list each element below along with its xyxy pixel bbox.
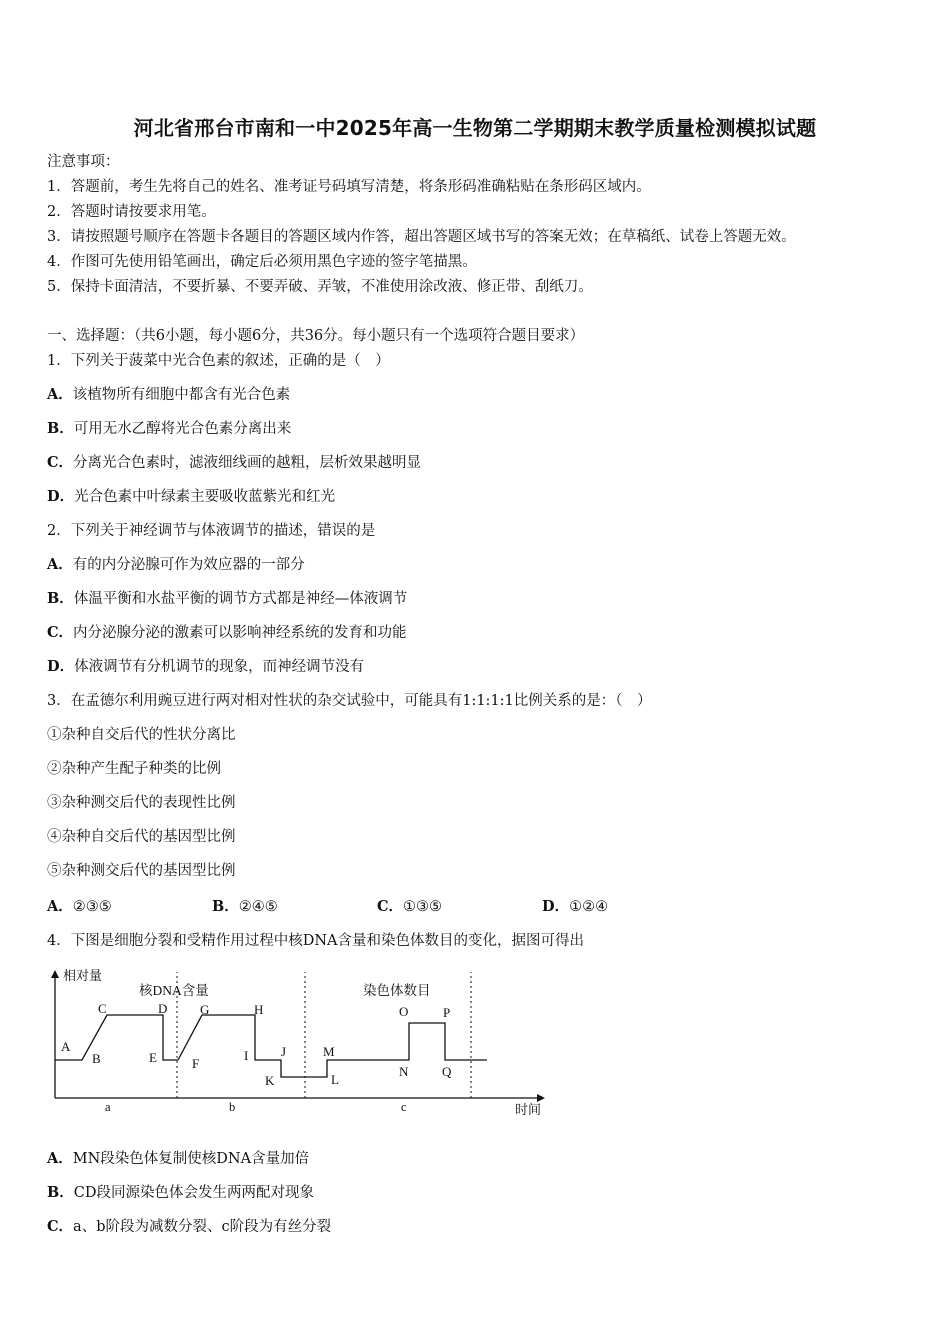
option-text: 光合色素中叶绿素主要吸收蓝紫光和红光	[74, 489, 336, 505]
option-text: MN段染色体复制使核DNA含量加倍	[72, 1151, 310, 1167]
option-text: 分离光合色素时，滤液细线画的越粗，层析效果越明显	[73, 455, 422, 471]
option-1a[interactable]	[47, 386, 290, 404]
point-label: C	[98, 1001, 107, 1016]
choice-text: ②④⑤	[238, 899, 278, 915]
chromosome-label: 染色体数目	[363, 983, 431, 998]
option-2c[interactable]	[47, 624, 407, 642]
statement: ③杂种测交后代的表现性比例	[47, 795, 236, 811]
option-text: 有的内分泌腺可作为效应器的一部分	[72, 557, 305, 573]
point-label: L	[331, 1072, 339, 1087]
question-stem-1: 1．下列关于菠菜中光合色素的叙述，正确的是（ ）	[47, 353, 390, 369]
point-label: I	[244, 1048, 249, 1063]
point-label: B	[92, 1051, 101, 1066]
choice-3b[interactable]	[212, 898, 278, 916]
point-label: Q	[442, 1064, 452, 1079]
point-label: O	[399, 1004, 409, 1019]
option-text: 该植物所有细胞中都含有光合色素	[72, 387, 291, 403]
option-4b[interactable]	[47, 1184, 314, 1202]
option-label: B．	[47, 420, 74, 437]
choice-3a[interactable]	[47, 898, 112, 916]
choice-text: ②③⑤	[72, 899, 112, 915]
choice-label: D．	[542, 898, 570, 915]
notice-item: 4．作图可先使用铅笔画出，确定后必须用黑色字迹的签字笔描黑。	[47, 254, 477, 270]
choice-text: ①②④	[569, 899, 609, 915]
choice-label: A．	[47, 898, 73, 915]
option-label: C．	[47, 454, 74, 471]
option-label: A．	[47, 1150, 73, 1167]
option-1d[interactable]	[47, 488, 335, 506]
choice-3d[interactable]	[542, 898, 608, 916]
question-stem-3: 3．在孟德尔利用豌豆进行两对相对性状的杂交试验中，可能具有1:1:1:1比例关系的是：（ ）	[47, 693, 652, 709]
statement: ⑤杂种测交后代的基因型比例	[47, 863, 236, 879]
point-label: H	[254, 1002, 264, 1017]
question-stem-2: 2．下列关于神经调节与体液调节的描述，错误的是	[47, 523, 376, 539]
option-4a[interactable]	[47, 1150, 309, 1168]
point-label: E	[149, 1050, 157, 1065]
option-label: C．	[47, 1218, 74, 1235]
choice-label: C．	[377, 898, 404, 915]
stage-label: a	[105, 1100, 111, 1114]
point-label: N	[399, 1064, 409, 1079]
option-text: 可用无水乙醇将光合色素分离出来	[73, 421, 292, 437]
option-text: a、b阶段为减数分裂、c阶段为有丝分裂	[73, 1219, 332, 1235]
section-heading: 一、选择题：（共6小题，每小题6分，共36分。每小题只有一个选项符合题目要求）	[47, 328, 585, 344]
option-2d[interactable]	[47, 658, 364, 676]
statement: ①杂种自交后代的性状分离比	[47, 727, 236, 743]
y-axis-label: 相对量	[63, 968, 103, 983]
option-label: B．	[47, 590, 74, 607]
statement: ②杂种产生配子种类的比例	[47, 761, 221, 777]
option-text: 体液调节有分机调节的现象，而神经调节没有	[74, 659, 365, 675]
option-label: D．	[47, 488, 75, 505]
point-label: M	[323, 1044, 335, 1059]
option-1b[interactable]	[47, 420, 291, 438]
notice-heading: 注意事项：	[47, 154, 120, 170]
option-4c[interactable]	[47, 1218, 331, 1236]
question-stem-4: 4．下图是细胞分裂和受精作用过程中核DNA含量和染色体数目的变化，据图可得出	[47, 933, 585, 949]
option-label: C．	[47, 624, 74, 641]
x-axis-label: 时间	[515, 1102, 542, 1117]
option-text: 体温平衡和水盐平衡的调节方式都是神经—体液调节	[73, 591, 408, 607]
notice-item: 1．答题前，考生先将自己的姓名、准考证号码填写清楚，将条形码准确粘贴在条形码区域内。	[47, 179, 651, 195]
point-label: J	[281, 1044, 287, 1059]
option-2a[interactable]	[47, 556, 305, 574]
option-label: B．	[47, 1184, 74, 1201]
point-label: F	[192, 1056, 200, 1071]
option-label: D．	[47, 658, 75, 675]
choice-text: ①③⑤	[403, 899, 443, 915]
point-label: K	[265, 1073, 275, 1088]
option-1c[interactable]	[47, 454, 421, 472]
choice-3c[interactable]	[377, 898, 442, 916]
notice-item: 5．保持卡面清洁，不要折暴、不要弄破、弄皱，不准使用涂改液、修正带、刮纸刀。	[47, 279, 593, 295]
statement: ④杂种自交后代的基因型比例	[47, 829, 236, 845]
stage-label: b	[229, 1100, 236, 1114]
option-text: CD段同源染色体会发生两两配对现象	[73, 1185, 314, 1201]
x-axis-arrow	[537, 1094, 545, 1102]
notice-item: 3．请按照题号顺序在答题卡各题目的答题区域内作答，超出答题区域书写的答案无效；在草稿纸、试卷上答题无效。	[47, 229, 796, 245]
dna-chromosome-curve	[55, 1015, 487, 1077]
dna-label: 核DNA含量	[139, 983, 209, 998]
option-2b[interactable]	[47, 590, 407, 608]
option-text: 内分泌腺分泌的激素可以影响神经系统的发育和功能	[73, 625, 407, 641]
dna-chromosome-graph	[47, 962, 552, 1122]
point-label: G	[200, 1002, 210, 1017]
stage-label: c	[401, 1100, 407, 1114]
point-label: A	[61, 1039, 71, 1054]
point-label: P	[443, 1005, 451, 1020]
option-label: A．	[47, 556, 73, 573]
choice-label: B．	[212, 898, 239, 915]
notice-item: 2．答题时请按要求用笔。	[47, 204, 216, 220]
y-axis-arrow	[51, 970, 59, 978]
option-label: A．	[47, 386, 73, 403]
exam-title: 河北省邢台市南和一中2025年高一生物第二学期期末教学质量检测模拟试题	[133, 116, 817, 140]
point-label: D	[158, 1001, 168, 1016]
